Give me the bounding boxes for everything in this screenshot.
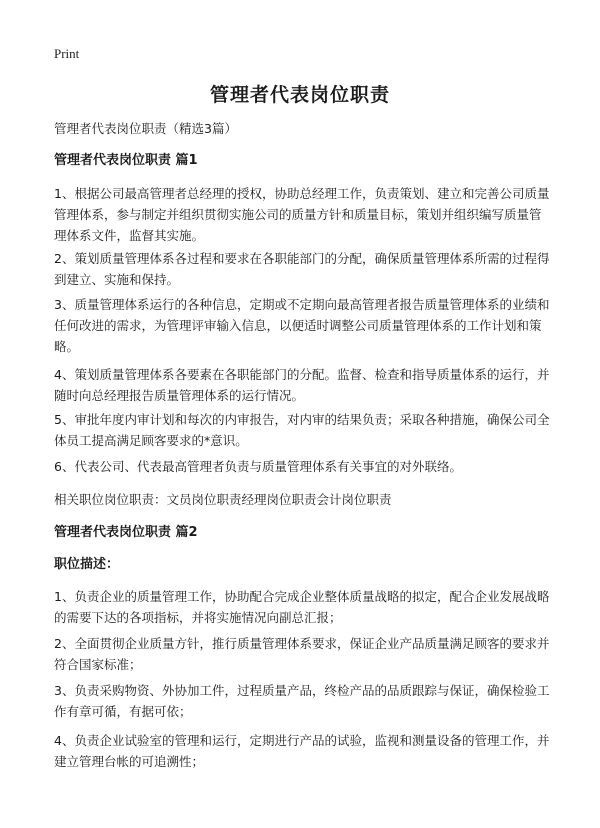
section-2-subheading: 职位描述： (54, 557, 120, 572)
paragraph: 4、策划质量管理体系各要素在各职能部门的分配。监督、检查和指导质量体系的运行，并随时向总经理报告质量管理体系的运行情况。 (54, 367, 550, 403)
related-positions: 相关职位岗位职责：文员岗位职责经理岗位职责会计岗位职责 (54, 492, 392, 507)
paragraph: 2、策划质量管理体系各过程和要求在各职能部门的分配，确保质量管理体系所需的过程得到建立、实施和保持。 (54, 251, 550, 287)
print-link[interactable]: Print (54, 46, 80, 61)
page-title: 管理者代表岗位职责 (209, 84, 390, 106)
paragraph: 3、负责采购物资、外协加工件，过程质量产品，终检产品的品质跟踪与保证，确保检验工作有章可循，有据可依； (54, 683, 550, 719)
paragraph: 2、全面贯彻企业质量方针，推行质量管理体系要求，保证企业产品质量满足顾客的要求并符合国家标准； (54, 636, 550, 672)
paragraph: 1、根据公司最高管理者总经理的授权，协助总经理工作，负责策划、建立和完善公司质量管理体系，参与制定并组织贯彻实施公司的质量方针和质量目标，策划并组织编写质量管理体系文件，监督其实施。 (54, 186, 550, 243)
paragraph: 1、负责企业的质量管理工作，协助配合完成企业整体质量战略的拟定，配合企业发展战略的需要下达的各项指标，并将实施情况向副总汇报； (54, 589, 550, 625)
paragraph: 3、质量管理体系运行的各种信息，定期或不定期向最高管理者报告质量管理体系的业绩和任何改进的需求，为管理评审输入信息，以便适时调整公司质量管理体系的工作计划和策略。 (54, 297, 550, 354)
subtitle: 管理者代表岗位职责（精选3篇） (54, 121, 237, 136)
section-2-heading: 管理者代表岗位职责 篇2 (54, 525, 198, 540)
paragraph: 5、审批年度内审计划和每次的内审报告，对内审的结果负责；采取各种措施，确保公司全体员工提高满足顾客要求的*意识。 (54, 412, 550, 448)
section-1-heading: 管理者代表岗位职责 篇1 (54, 153, 198, 168)
paragraph: 4、负责企业试验室的管理和运行，定期进行产品的试验，监视和测量设备的管理工作，并建立管理台帐的可追溯性； (54, 733, 550, 769)
paragraph: 6、代表公司、代表最高管理者负责与质量管理体系有关事宜的对外联络。 (54, 459, 462, 474)
